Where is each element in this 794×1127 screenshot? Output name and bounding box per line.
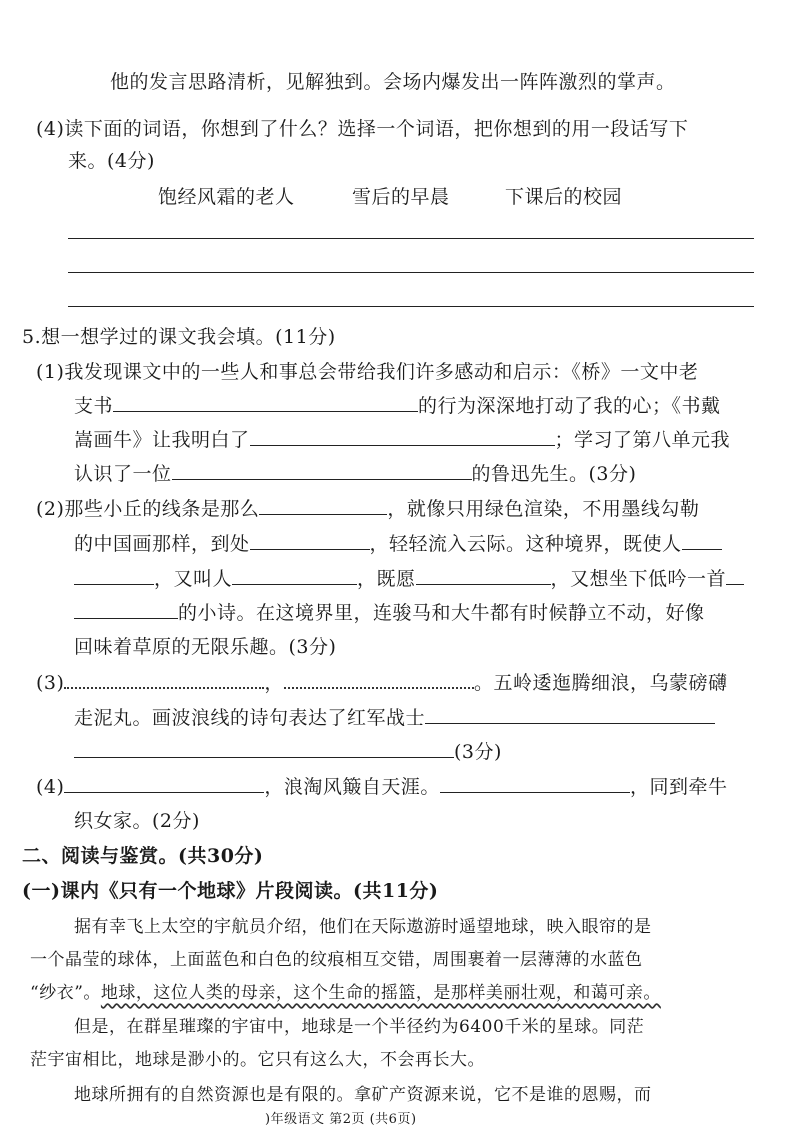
text: ，	[264, 672, 284, 694]
fill-blank[interactable]	[74, 600, 178, 619]
reading-para-1-c	[30, 978, 661, 1003]
text: ，又叫人	[154, 568, 233, 590]
text: (2)那些小丘的线条是那么	[36, 498, 260, 520]
text: (3)	[36, 672, 65, 694]
q5-1-line-d	[74, 459, 636, 486]
text: 嵩画牛》让我明白了	[74, 429, 250, 451]
page-footer: )年级语文 第2页 (共6页)	[265, 1112, 417, 1127]
q5-2-line-c	[74, 564, 744, 591]
text: 的鲁迅先生。(3分)	[471, 463, 637, 485]
q5-3-line-b	[74, 703, 715, 730]
reading-para-3-a: 地球所拥有的自然资源也是有限的。拿矿产资源来说，它不是谁的恩赐，而	[74, 1085, 652, 1105]
text: ，又想坐下低吟一首	[550, 568, 727, 590]
reading-para-2-b: 茫宇宙相比，地球是渺小的。它只有这么大，不会再长大。	[30, 1050, 485, 1070]
fill-blank[interactable]	[113, 393, 418, 412]
fill-blank[interactable]	[250, 427, 555, 446]
text: ，既愿	[357, 568, 416, 590]
fill-blank[interactable]	[726, 566, 744, 585]
text: “纱衣”。	[30, 983, 101, 1003]
text: 支书	[74, 395, 114, 417]
text: (3分)	[454, 741, 502, 763]
q5-1-line-c	[74, 425, 730, 452]
reading-para-1-b: 一个晶莹的球体，上面蓝色和白色的纹痕相互交错，周围裹着一层薄薄的水蓝色	[30, 950, 643, 970]
fill-blank[interactable]	[259, 496, 387, 515]
answer-line-3[interactable]	[68, 306, 754, 307]
text: ；学习了第八单元我	[554, 429, 731, 451]
text: ，同到牵牛	[629, 776, 728, 798]
text: ，就像只用绿色渲染，不用墨线勾勒	[387, 498, 700, 520]
question-4-prompt-cont: 来。(4分)	[68, 150, 155, 172]
wavy-fill-blank[interactable]	[284, 669, 474, 689]
text: 走泥丸。画波浪线的诗句表达了红军战士	[74, 707, 426, 729]
text: (4)	[36, 776, 65, 798]
fill-blank[interactable]	[682, 531, 722, 550]
wavy-fill-blank[interactable]	[64, 669, 264, 689]
text: 的小诗。在这境界里，连骏马和大牛都有时候静立不动，好像	[178, 602, 705, 624]
q5-3-line-c	[74, 737, 502, 764]
fill-blank[interactable]	[440, 774, 630, 793]
text: 的中国画那样，到处	[74, 533, 250, 555]
reading-para-1-a: 据有幸飞上太空的宇航员介绍，他们在天际遨游时遥望地球，映入眼帘的是	[74, 917, 652, 937]
word-option-3: 下课后的校园	[505, 186, 623, 208]
fill-blank[interactable]	[425, 705, 715, 724]
fill-blank[interactable]	[74, 739, 454, 758]
fill-blank[interactable]	[416, 566, 551, 585]
q5-2-line-d	[74, 598, 705, 625]
fill-blank[interactable]	[250, 531, 370, 550]
q5-2-line-a	[36, 494, 699, 521]
fill-blank[interactable]	[232, 566, 357, 585]
answer-line-2[interactable]	[68, 272, 754, 273]
text: 。五岭逶迤腾细浪，乌蒙磅礴	[473, 672, 728, 694]
fill-blank[interactable]	[172, 461, 472, 480]
section-2-heading: 二、阅读与鉴赏。(共30分)	[22, 845, 264, 867]
section-5-heading: 5.想一想学过的课文我会填。(11分)	[22, 326, 336, 348]
text: ，浪淘风簸自天涯。	[264, 776, 440, 798]
q5-4-line-b: 织女家。(2分)	[74, 810, 200, 832]
q5-1-line-b	[74, 391, 721, 418]
fill-blank[interactable]	[64, 774, 264, 793]
q5-2-line-e: 回味着草原的无限乐趣。(3分)	[74, 636, 337, 658]
q5-2-line-b	[74, 529, 722, 556]
q5-3-line-a	[36, 668, 727, 695]
text: 认识了一位	[74, 463, 172, 485]
reading-para-2-a: 但是，在群星璀璨的宇宙中，地球是一个半径约为6400千米的星球。同茫	[74, 1017, 645, 1037]
wavy-underlined-sentence: 地球，这位人类的母亲，这个生命的摇篮，是那样美丽壮观，和蔼可亲。	[100, 983, 661, 1003]
fill-blank[interactable]	[74, 566, 154, 585]
sentence-line: 他的发言思路清析，见解独到。会场内爆发出一阵阵激烈的掌声。	[110, 71, 676, 93]
word-option-1: 饱经风霜的老人	[158, 186, 295, 208]
q5-1-line-a: (1)我发现课文中的一些人和事总会带给我们许多感动和启示：《桥》一文中老	[36, 361, 699, 383]
answer-line-1[interactable]	[68, 238, 754, 239]
text: 的行为深深地打动了我的心；《书戴	[418, 395, 721, 417]
reading-1-heading: (一)课内《只有一个地球》片段阅读。(共11分)	[22, 880, 439, 902]
question-4-prompt: (4)读下面的词语，你想到了什么？选择一个词语，把你想到的用一段话写下	[36, 118, 689, 140]
word-option-2: 雪后的早晨	[352, 186, 450, 208]
q5-4-line-a	[36, 772, 727, 799]
text: ，轻轻流入云际。这种境界，既使人	[369, 533, 682, 555]
